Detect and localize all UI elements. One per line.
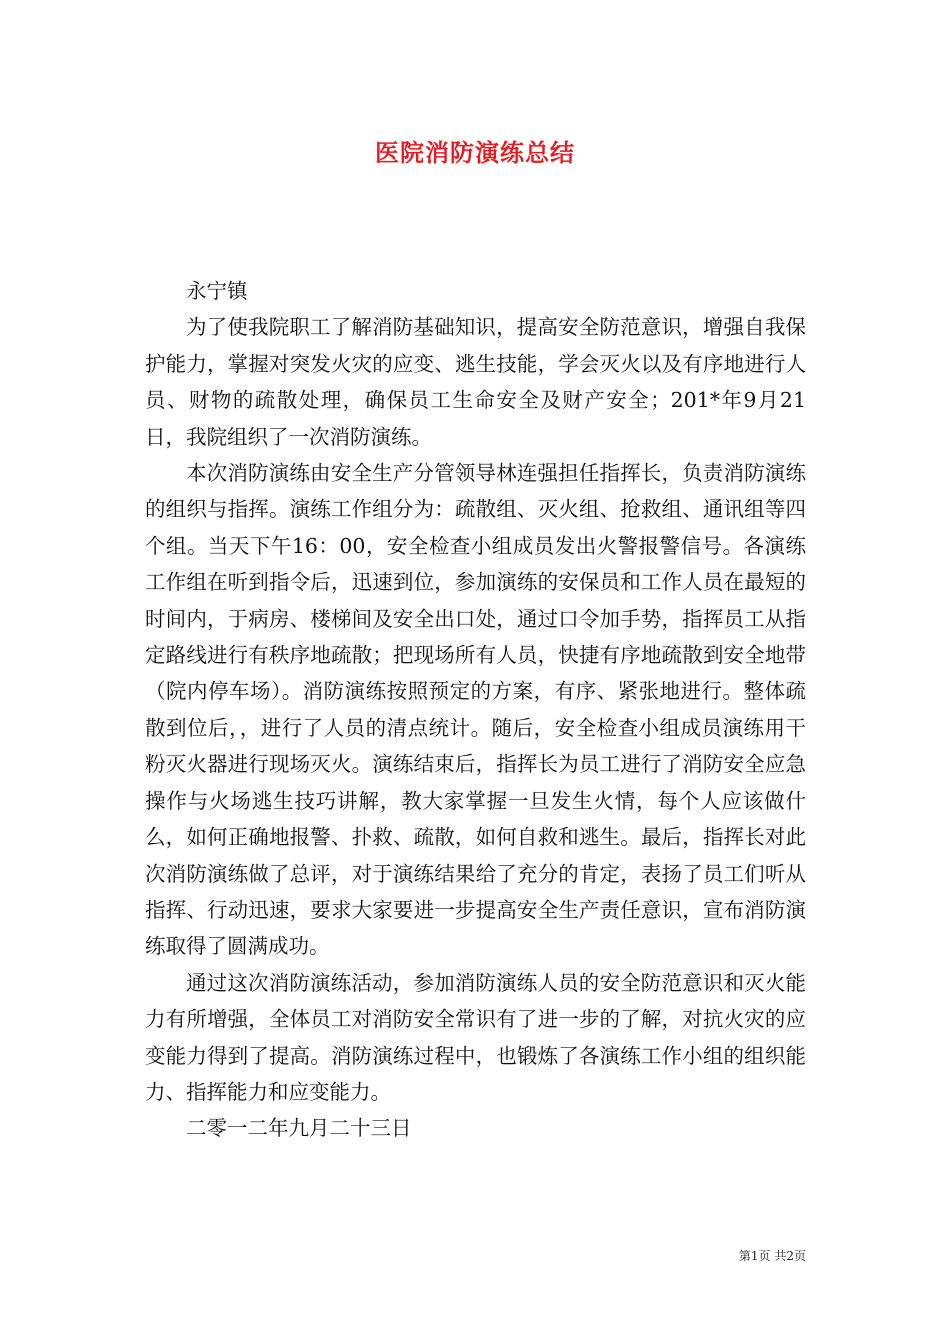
paragraph-date: 二零一二年九月二十三日 — [186, 1116, 412, 1141]
document-body — [145, 273, 806, 1147]
paragraph-conclusion: 通过这次消防演练活动，参加消防演练人员的安全防范意识和灭火能力有所增强，全体员工对消防安全常识有了进一步的了解，对抗火灾的应变能力得到了提高。消防演练过程中，也锻炼了各演练工作小组的组织能力、指挥能力和应变能力。 — [145, 970, 806, 1104]
page-number: 第1页 共2页 — [738, 1249, 806, 1263]
page-title: 医院消防演练总结 — [375, 138, 575, 167]
paragraph-location: 永宁镇 — [186, 279, 248, 303]
paragraph-intro: 为了使我院职工了解消防基础知识，提高安全防范意识，增强自我保护能力，掌握对突发火灾的应变、逃生技能，学会灭火以及有序地进行人员、财物的疏散处理，确保员工生命安全及财产安全；201*年9月21日，我院组织了一次消防演练。 — [145, 315, 806, 449]
paragraph-drill-process: 本次消防演练由安全生产分管领导林连强担任指挥长，负责消防演练的组织与指挥。演练工作组分为：疏散组、灭火组、抢救组、通讯组等四个组。当天下午16：00，安全检查小组成员发出火警报警信号。各演练工作组在听到指令后，迅速到位，参加演练的安保员和工作人员在最短的时间内，于病房、楼梯间及安全出口处，通过口令加手势，指挥员工从指定路线进行有秩序地疏散；把现场所有人员，快捷有序地疏散到安全地带（院内停车场）。消防演练按照预定的方案，有序、紧张地进行。整体疏散到位后，，进行了人员的清点统计。随后，安全检查小组成员演练用干粉灭火器进行现场灭火。演练结束后，指挥长为员工进行了消防安全应急操作与火场逃生技巧讲解，教大家掌握一旦发生火情，每个人应该做什么，如何正确地报警、扑救、疏散，如何自救和逃生。最后，指挥长对此次消防演练做了总评，对于演练结果给了充分的肯定，表扬了员工们听从指挥、行动迅速，要求大家要进一步提高安全生产责任意识，宣布消防演练取得了圆满成功。 — [145, 461, 806, 959]
